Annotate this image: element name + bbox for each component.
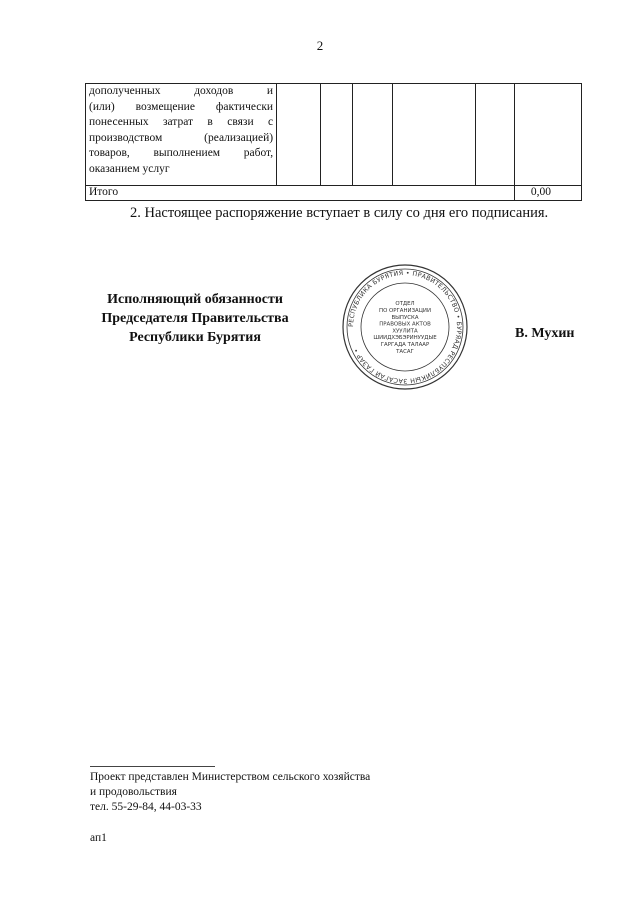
description-line: производством (реализацией) bbox=[89, 131, 274, 144]
document-code: ап1 bbox=[90, 832, 107, 844]
svg-text:РЕСПУБЛИКА БУРЯТИЯ • ПРАВИТЕЛЬ: РЕСПУБЛИКА БУРЯТИЯ • ПРАВИТЕЛЬСТВО • БУРЯАД РЕСПУБЛИКЫН ЗАСАГАЙ ГАЗАР • bbox=[347, 269, 463, 385]
footnote-divider bbox=[90, 766, 215, 767]
signatory-title-line: Председателя Правительства bbox=[101, 311, 289, 326]
table-cell bbox=[475, 84, 515, 186]
description-line: товаров, выполнением работ, bbox=[89, 147, 274, 159]
financing-table bbox=[85, 83, 582, 201]
description-line: понесенных затрат в связи с bbox=[89, 116, 274, 128]
signatory-title-line: Республики Бурятия bbox=[129, 330, 261, 345]
description-line: дополученных доходов и bbox=[89, 85, 274, 97]
description-line: оказанием услуг bbox=[89, 162, 170, 175]
table-row-total bbox=[86, 186, 582, 201]
clause-text: 2. Настоящее распоряжение вступает в силу со дня его подписания. bbox=[130, 205, 549, 221]
seal-inner-line: ПО ОРГАНИЗАЦИИ bbox=[379, 308, 431, 314]
footnote bbox=[90, 770, 370, 815]
table-cell bbox=[277, 84, 321, 186]
seal-inner-line: ШИИДХЭБЭРИНУУДЫЕ bbox=[373, 335, 437, 342]
table-cell bbox=[353, 84, 393, 186]
table-cell bbox=[515, 84, 582, 186]
description-cell bbox=[86, 84, 277, 186]
table-cell bbox=[321, 84, 353, 186]
total-label: Итого bbox=[86, 186, 515, 201]
footnote-line: и продовольствия bbox=[90, 786, 177, 798]
seal-inner-line: ХУУЛИТА bbox=[392, 328, 418, 335]
footnote-line: тел. 55-29-84, 44-03-33 bbox=[90, 801, 202, 813]
signatory-title-line: Исполняющий обязанности bbox=[107, 292, 283, 307]
signatory-title bbox=[90, 290, 300, 347]
official-seal bbox=[340, 262, 470, 392]
seal-inner-line: ПРАВОВЫХ АКТОВ bbox=[379, 321, 431, 328]
seal-inner-line: ТАСАГ bbox=[396, 348, 414, 355]
seal-inner-line: ГАРГАДА ТАЛААР bbox=[380, 342, 430, 348]
page-number: 2 bbox=[316, 38, 324, 53]
description-line: (или) возмещение фактически bbox=[89, 100, 274, 113]
seal-inner-line: ВЫПУСКА bbox=[391, 314, 419, 321]
total-value: 0,00 bbox=[515, 186, 582, 201]
signatory-name: В. Мухин bbox=[515, 326, 575, 341]
seal-inner-line: ОТДЕЛ bbox=[395, 301, 415, 308]
table-cell bbox=[393, 84, 476, 186]
footnote-line: Проект представлен Министерством сельского хозяйства bbox=[90, 771, 371, 783]
table-row bbox=[86, 84, 582, 186]
